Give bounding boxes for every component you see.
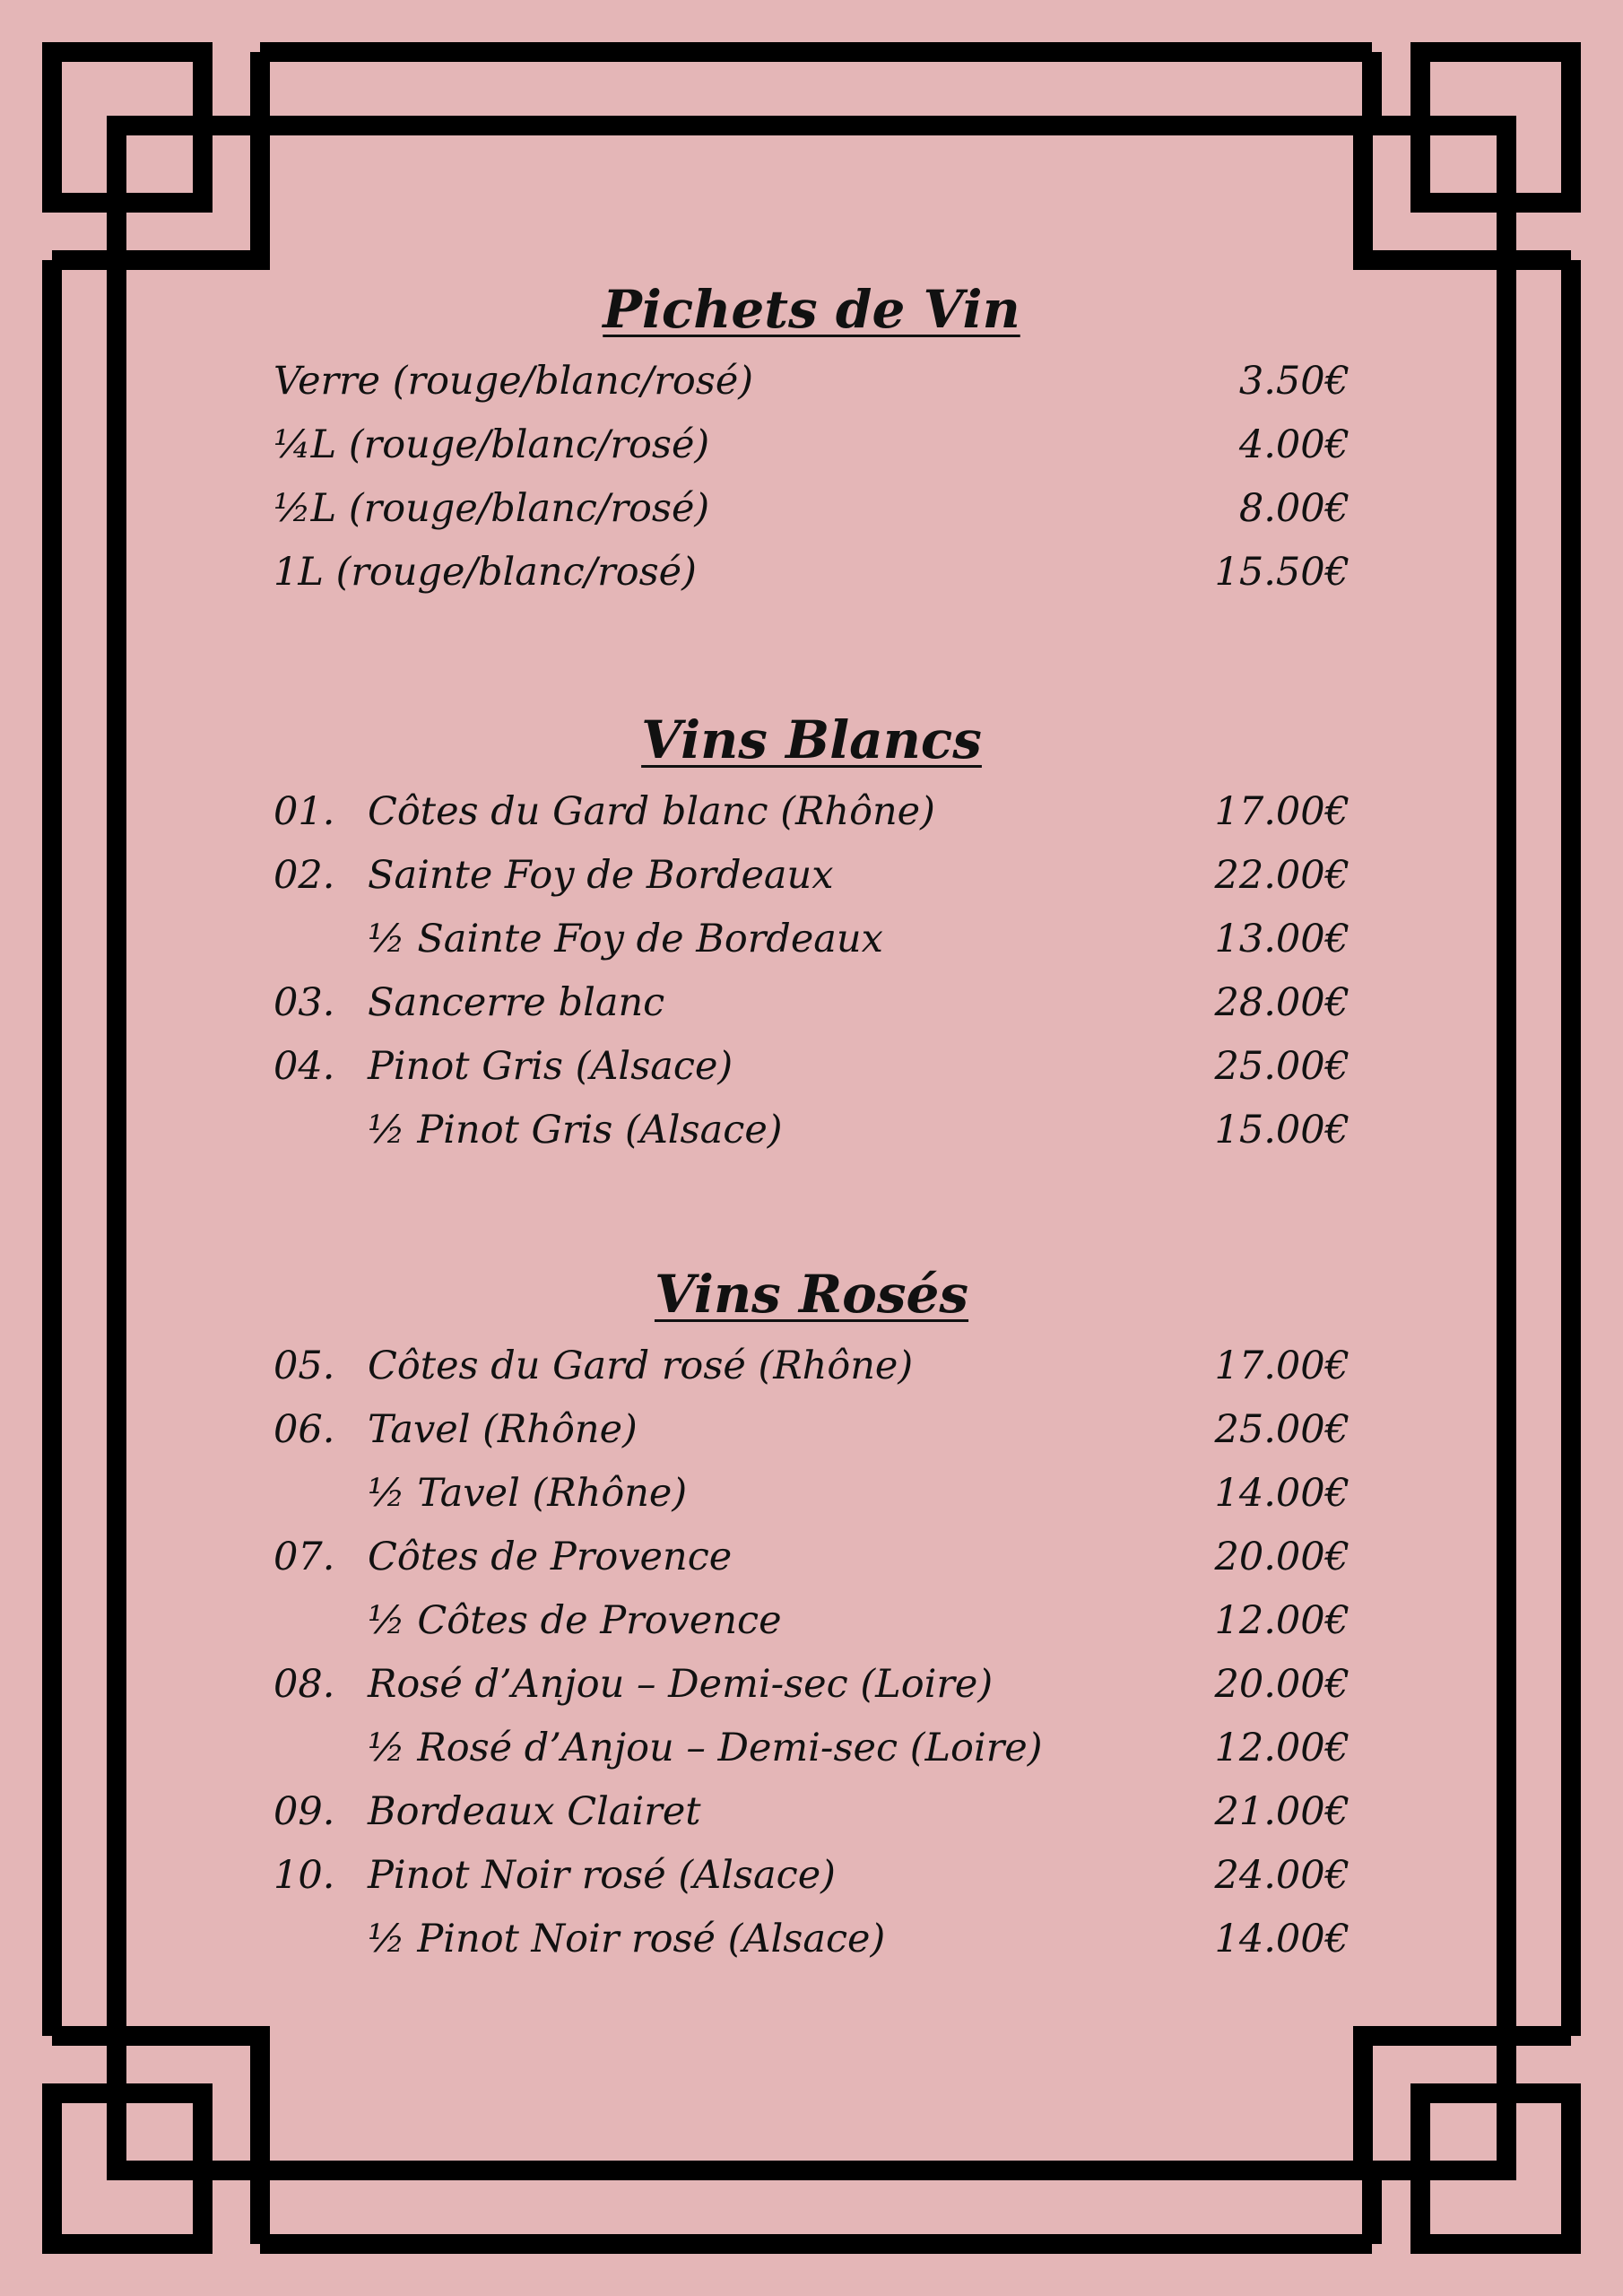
item-price: 13.00€: [1214, 917, 1350, 961]
item-number: 02.: [273, 853, 335, 898]
list-item: [273, 477, 1350, 541]
item-price: 20.00€: [1214, 1662, 1350, 1707]
item-price: 17.00€: [1214, 1344, 1350, 1388]
list-item: [273, 1589, 1350, 1653]
item-price: 15.00€: [1214, 1108, 1350, 1152]
item-name: ½L (rouge/blanc/rosé): [273, 486, 710, 531]
list-item: [273, 844, 1350, 908]
item-name: ½ Côtes de Provence: [368, 1598, 782, 1643]
list-item: [273, 1398, 1350, 1462]
item-list: [273, 350, 1350, 604]
item-number: 10.: [273, 1853, 335, 1898]
item-name: 1L (rouge/blanc/rosé): [273, 550, 697, 595]
item-number: 03.: [273, 980, 335, 1025]
list-item: [273, 1908, 1350, 1971]
item-price: 14.00€: [1214, 1917, 1350, 1961]
item-price: 3.50€: [1238, 359, 1350, 404]
list-item: [273, 1717, 1350, 1780]
section-title: Vins Blancs: [641, 709, 982, 770]
list-item: [273, 413, 1350, 477]
item-name: Bordeaux Clairet: [368, 1789, 701, 1834]
section-vins-blancs: [273, 700, 1350, 1162]
item-price: 24.00€: [1214, 1853, 1350, 1898]
item-price: 25.00€: [1214, 1407, 1350, 1452]
item-number: 07.: [273, 1535, 335, 1579]
item-name: Côtes du Gard rosé (Rhône): [368, 1344, 914, 1388]
section-vins-roses: [273, 1254, 1350, 1971]
list-item: [273, 1335, 1350, 1398]
item-name: Sancerre blanc: [368, 980, 665, 1025]
item-name: Pinot Noir rosé (Alsace): [368, 1853, 836, 1898]
item-name: ½ Rosé d’Anjou – Demi-sec (Loire): [368, 1726, 1043, 1770]
list-item: [273, 541, 1350, 604]
list-item: [273, 971, 1350, 1035]
item-price: 8.00€: [1238, 486, 1350, 531]
item-price: 21.00€: [1214, 1789, 1350, 1834]
item-price: 17.00€: [1214, 789, 1350, 834]
item-name: ¼L (rouge/blanc/rosé): [273, 422, 710, 467]
list-item: [273, 350, 1350, 413]
list-item: [273, 1653, 1350, 1717]
item-price: 28.00€: [1214, 980, 1350, 1025]
item-name: ½ Tavel (Rhône): [368, 1471, 688, 1516]
item-price: 14.00€: [1214, 1471, 1350, 1516]
item-price: 22.00€: [1214, 853, 1350, 898]
item-name: Sainte Foy de Bordeaux: [368, 853, 834, 898]
item-price: 12.00€: [1214, 1726, 1350, 1770]
list-item: [273, 1462, 1350, 1526]
section-title: Vins Rosés: [654, 1264, 969, 1325]
list-item: [273, 1526, 1350, 1589]
section-pichets: [273, 269, 1350, 604]
item-number: 05.: [273, 1344, 335, 1388]
item-price: 12.00€: [1214, 1598, 1350, 1643]
item-name: Tavel (Rhône): [368, 1407, 638, 1452]
section-title: Pichets de Vin: [603, 279, 1020, 340]
item-number: 08.: [273, 1662, 335, 1707]
item-number: 09.: [273, 1789, 335, 1834]
item-price: 4.00€: [1238, 422, 1350, 467]
item-price: 25.00€: [1214, 1044, 1350, 1089]
list-item: [273, 1844, 1350, 1908]
list-item: [273, 1099, 1350, 1162]
item-name: Rosé d’Anjou – Demi-sec (Loire): [368, 1662, 994, 1707]
item-price: 15.50€: [1214, 550, 1350, 595]
list-item: [273, 1780, 1350, 1844]
item-price: 20.00€: [1214, 1535, 1350, 1579]
list-item: [273, 780, 1350, 844]
list-item: [273, 1035, 1350, 1099]
item-name: Verre (rouge/blanc/rosé): [273, 359, 754, 404]
item-list: [273, 1335, 1350, 1971]
item-name: Côtes de Provence: [368, 1535, 733, 1579]
item-name: ½ Sainte Foy de Bordeaux: [368, 917, 883, 961]
item-name: Pinot Gris (Alsace): [368, 1044, 733, 1089]
item-list: [273, 780, 1350, 1162]
list-item: [273, 908, 1350, 971]
item-number: 06.: [273, 1407, 335, 1452]
item-name: ½ Pinot Gris (Alsace): [368, 1108, 783, 1152]
item-name: ½ Pinot Noir rosé (Alsace): [368, 1917, 886, 1961]
item-name: Côtes du Gard blanc (Rhône): [368, 789, 935, 834]
item-number: 04.: [273, 1044, 335, 1089]
item-number: 01.: [273, 789, 335, 834]
